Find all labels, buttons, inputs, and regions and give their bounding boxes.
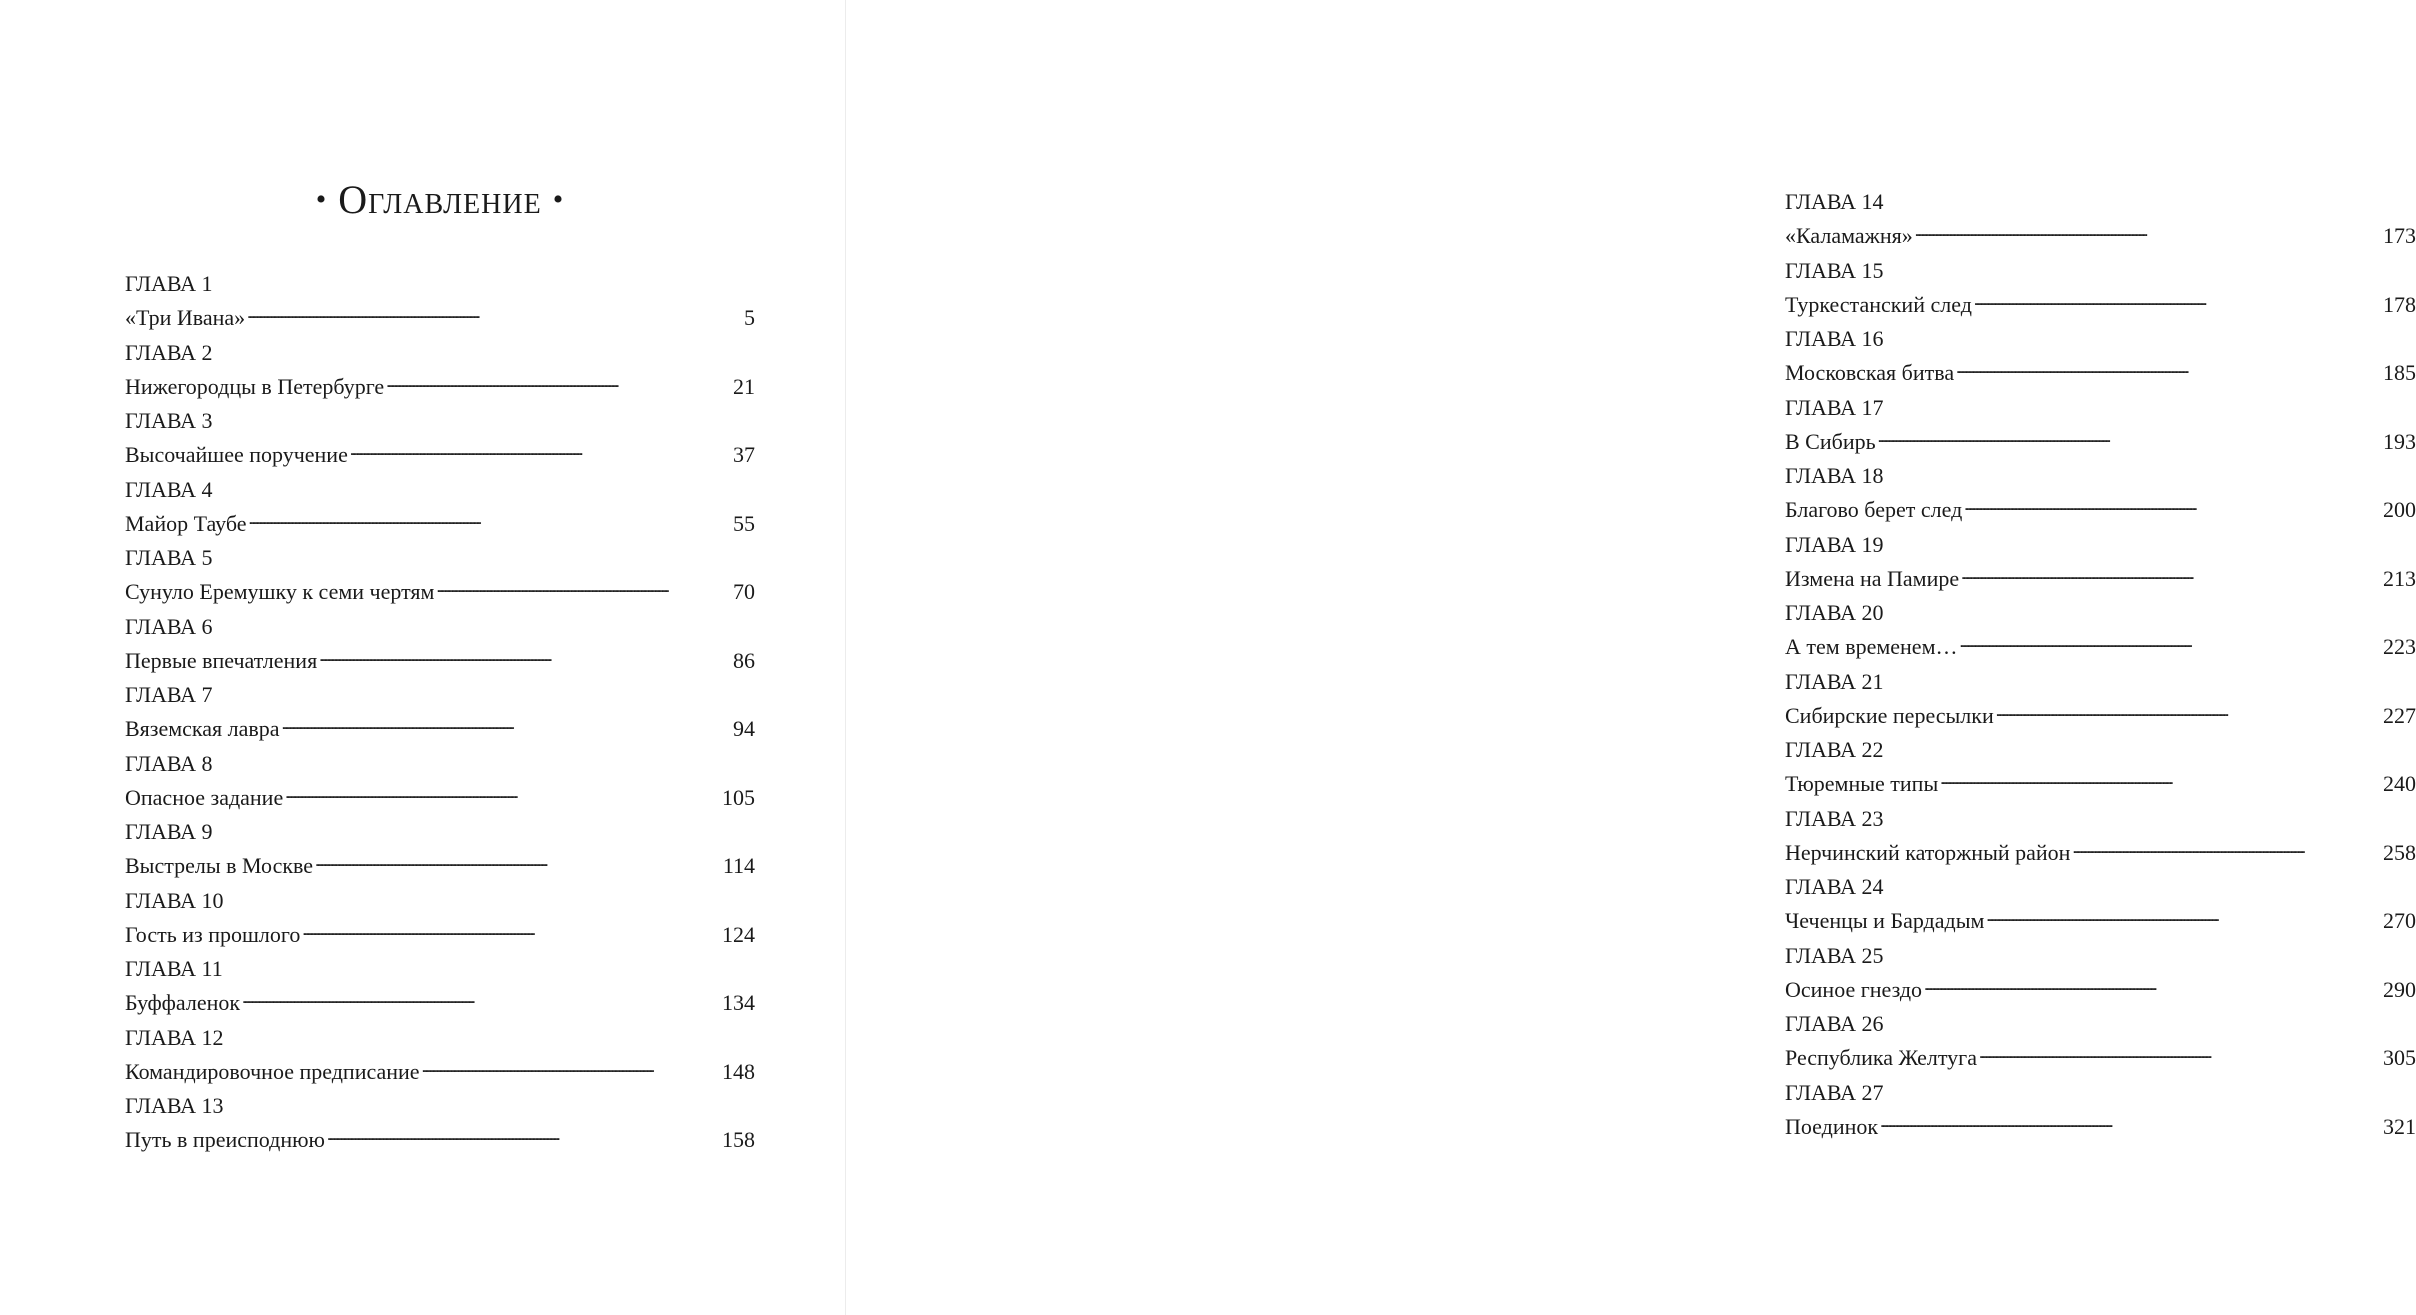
page-number: 173 — [2383, 223, 2416, 248]
dot-leader — [1915, 221, 2381, 243]
toc-chapter — [1785, 1076, 2416, 1145]
page-number: 86 — [733, 647, 755, 673]
chapter-label: ГЛАВА 26 — [1785, 1011, 1884, 1036]
page-number: 55 — [733, 510, 755, 536]
chapter-label: ГЛАВА 17 — [1785, 394, 1884, 420]
toc-entry[interactable] — [125, 438, 755, 473]
page-number: 70 — [733, 579, 755, 604]
chapter-title: В Сибирь — [1785, 428, 1876, 454]
dot-leader — [1956, 358, 2381, 380]
page-number: 270 — [2383, 908, 2416, 933]
dot-leader — [1880, 1112, 2381, 1134]
page-number: 105 — [722, 784, 755, 810]
chapter-title: Первые впечатления — [125, 647, 318, 673]
page-number: 21 — [733, 373, 755, 399]
chapter-label: ГЛАВА 15 — [1785, 257, 1884, 283]
chapter-title: Московская битва — [1785, 360, 1955, 385]
toc-entry[interactable] — [1785, 493, 2416, 528]
toc-entry[interactable] — [125, 712, 755, 747]
toc-entry[interactable] — [1785, 425, 2416, 460]
chapter-title: Благово берет след — [1785, 497, 1963, 522]
toc-entry[interactable] — [1785, 1110, 2416, 1145]
toc-chapter — [125, 747, 755, 816]
page-number: 321 — [2383, 1113, 2416, 1139]
toc-chapter — [125, 336, 755, 405]
chapter-label: ГЛАВА 6 — [125, 613, 213, 639]
right-page — [846, 0, 2416, 1315]
chapter-title: Республика Желтуга — [1785, 1045, 1977, 1070]
toc-chapter — [1785, 391, 2416, 460]
toc-entry[interactable] — [125, 507, 755, 542]
dot-leader — [319, 646, 731, 668]
chapter-label: ГЛАВА 8 — [125, 750, 213, 776]
chapter-title: Осиное гнездо — [1785, 976, 1923, 1002]
toc-list-left — [125, 267, 755, 1158]
chapter-label: ГЛАВА 21 — [1785, 668, 1884, 694]
page-number: 114 — [722, 853, 755, 878]
chapter-label: ГЛАВА 22 — [1785, 737, 1884, 762]
chapter-label: ГЛАВА 16 — [1785, 326, 1884, 351]
toc-chapter — [1785, 939, 2416, 1008]
chapter-title: Сунуло Еремушку к семи чертям — [125, 579, 435, 604]
toc-chapter — [125, 884, 755, 953]
chapter-title: Выстрелы в Москве — [125, 853, 314, 878]
dot-leader — [315, 851, 721, 873]
dot-leader — [436, 577, 731, 599]
dot-leader — [282, 714, 731, 736]
page-number: 193 — [2383, 428, 2416, 454]
toc-chapter — [1785, 322, 2416, 391]
toc-entry[interactable] — [1785, 219, 2416, 254]
toc-entry[interactable] — [125, 1055, 755, 1090]
dot-leader — [1986, 906, 2381, 928]
toc-entry[interactable] — [1785, 562, 2416, 597]
toc-entry[interactable] — [1785, 767, 2416, 802]
chapter-label: ГЛАВА 24 — [1785, 874, 1884, 899]
dot-leader — [249, 509, 731, 531]
chapter-label: ГЛАВА 27 — [1785, 1079, 1884, 1105]
toc-entry[interactable] — [125, 849, 755, 884]
dot-leader — [1940, 769, 2381, 791]
chapter-title: Нерчинский каторжный район — [1785, 839, 2071, 865]
toc-chapter — [1785, 528, 2416, 597]
dot-leader — [1878, 427, 2381, 449]
dot-leader — [302, 920, 720, 942]
chapter-title: Гость из прошлого — [125, 921, 301, 947]
toc-chapter — [1785, 185, 2416, 254]
page-number: 185 — [2383, 360, 2416, 385]
dot-leader — [1960, 632, 2382, 654]
dot-leader — [1979, 1043, 2381, 1065]
chapter-title: Майор Таубе — [125, 510, 247, 536]
dot-leader — [327, 1125, 720, 1147]
chapter-title: Буффаленок — [125, 990, 241, 1015]
toc-chapter — [1785, 1007, 2416, 1076]
dot-leader — [386, 372, 731, 394]
chapter-label: ГЛАВА 13 — [125, 1093, 224, 1118]
toc-entry[interactable] — [125, 644, 755, 679]
page-number: 124 — [722, 921, 755, 947]
page-number: 200 — [2383, 497, 2416, 522]
page-number: 227 — [2383, 702, 2416, 728]
toc-chapter — [125, 541, 755, 610]
page-number: 240 — [2383, 771, 2416, 796]
chapter-title: Туркестанский след — [1785, 291, 1972, 317]
page-number: 178 — [2383, 291, 2416, 317]
toc-entry[interactable] — [1785, 699, 2416, 734]
toc-heading — [125, 176, 755, 224]
toc-chapter — [1785, 665, 2416, 734]
bullet-icon: • — [552, 183, 565, 216]
page-number: 5 — [744, 305, 755, 330]
dot-leader — [2072, 838, 2381, 860]
chapter-label: ГЛАВА 18 — [1785, 463, 1884, 488]
page-number: 223 — [2383, 634, 2416, 659]
chapter-label: ГЛАВА 23 — [1785, 805, 1884, 831]
chapter-label: ГЛАВА 19 — [1785, 531, 1884, 557]
toc-entry[interactable] — [125, 370, 755, 405]
dot-leader — [1964, 495, 2381, 517]
chapter-title: «Три Ивана» — [125, 305, 246, 330]
page-number: 148 — [722, 1058, 755, 1084]
toc-entry[interactable] — [125, 1123, 755, 1158]
toc-entry[interactable] — [125, 918, 755, 953]
chapter-label: ГЛАВА 25 — [1785, 942, 1884, 968]
bullet-icon: • — [315, 183, 328, 216]
toc-entry[interactable] — [1785, 1041, 2416, 1076]
toc-entry[interactable] — [1785, 630, 2416, 665]
toc-title-text: Оглавление — [338, 177, 542, 222]
toc-entry[interactable] — [125, 986, 755, 1021]
toc-chapter — [125, 952, 755, 1021]
toc-entry[interactable] — [1785, 973, 2416, 1008]
chapter-label: ГЛАВА 7 — [125, 682, 213, 707]
toc-entry[interactable] — [125, 575, 755, 610]
chapter-title: Чеченцы и Бардадым — [1785, 908, 1985, 933]
toc-chapter — [1785, 596, 2416, 665]
toc-chapter — [125, 1021, 755, 1090]
chapter-label: ГЛАВА 10 — [125, 887, 224, 913]
page-number: 305 — [2383, 1045, 2416, 1070]
toc-chapter — [125, 610, 755, 679]
page-number: 213 — [2383, 565, 2416, 591]
chapter-title: Поединок — [1785, 1113, 1879, 1139]
toc-chapter — [1785, 802, 2416, 871]
chapter-label: ГЛАВА 4 — [125, 476, 213, 502]
toc-chapter — [125, 473, 755, 542]
chapter-label: ГЛАВА 11 — [125, 956, 223, 981]
page-number: 258 — [2383, 839, 2416, 865]
page-number: 134 — [722, 990, 755, 1015]
toc-entry[interactable] — [1785, 356, 2416, 391]
chapter-title: Опасное задание — [125, 784, 284, 810]
toc-chapter — [125, 678, 755, 747]
chapter-title: А тем временем… — [1785, 634, 1958, 659]
dot-leader — [1961, 564, 2381, 586]
chapter-title: Командировочное предписание — [125, 1058, 420, 1084]
chapter-title: Вяземская лавра — [125, 716, 280, 741]
chapter-label: ГЛАВА 14 — [1785, 189, 1884, 214]
dot-leader — [422, 1057, 720, 1079]
toc-chapter — [125, 1089, 755, 1158]
chapter-label: ГЛАВА 3 — [125, 408, 213, 433]
toc-chapter — [1785, 870, 2416, 939]
toc-chapter — [125, 267, 755, 336]
dot-leader — [1924, 975, 2381, 997]
chapter-title: Высочайшее поручение — [125, 442, 348, 467]
chapter-label: ГЛАВА 20 — [1785, 600, 1884, 625]
chapter-title: «Каламажня» — [1785, 223, 1913, 248]
chapter-label: ГЛАВА 1 — [125, 271, 213, 296]
toc-chapter — [125, 404, 755, 473]
toc-chapter — [1785, 733, 2416, 802]
chapter-label: ГЛАВА 12 — [125, 1024, 224, 1050]
toc-entry[interactable] — [1785, 288, 2416, 323]
dot-leader — [242, 988, 720, 1010]
page-number: 290 — [2383, 976, 2416, 1002]
left-page — [0, 0, 845, 1315]
chapter-title: Тюремные типы — [1785, 771, 1939, 796]
dot-leader — [285, 783, 720, 805]
dot-leader — [1974, 290, 2381, 312]
chapter-title: Сибирские пересылки — [1785, 702, 1994, 728]
chapter-label: ГЛАВА 9 — [125, 819, 213, 844]
toc-entry[interactable] — [125, 301, 755, 336]
dot-leader — [247, 303, 742, 325]
dot-leader — [1996, 701, 2381, 723]
chapter-title: Нижегородцы в Петербурге — [125, 373, 385, 399]
toc-chapter — [125, 815, 755, 884]
chapter-label: ГЛАВА 2 — [125, 339, 213, 365]
page-number: 158 — [722, 1127, 755, 1152]
page-number: 94 — [733, 716, 755, 741]
chapter-label: ГЛАВА 5 — [125, 545, 213, 570]
chapter-title: Измена на Памире — [1785, 565, 1960, 591]
dot-leader — [350, 440, 731, 462]
toc-entry[interactable] — [125, 781, 755, 816]
toc-chapter — [1785, 254, 2416, 323]
chapter-title: Путь в преисподнюю — [125, 1127, 325, 1152]
toc-entry[interactable] — [1785, 904, 2416, 939]
page-number: 37 — [733, 442, 755, 467]
toc-list-right — [1785, 185, 2416, 1144]
toc-entry[interactable] — [1785, 836, 2416, 871]
toc-chapter — [1785, 459, 2416, 528]
